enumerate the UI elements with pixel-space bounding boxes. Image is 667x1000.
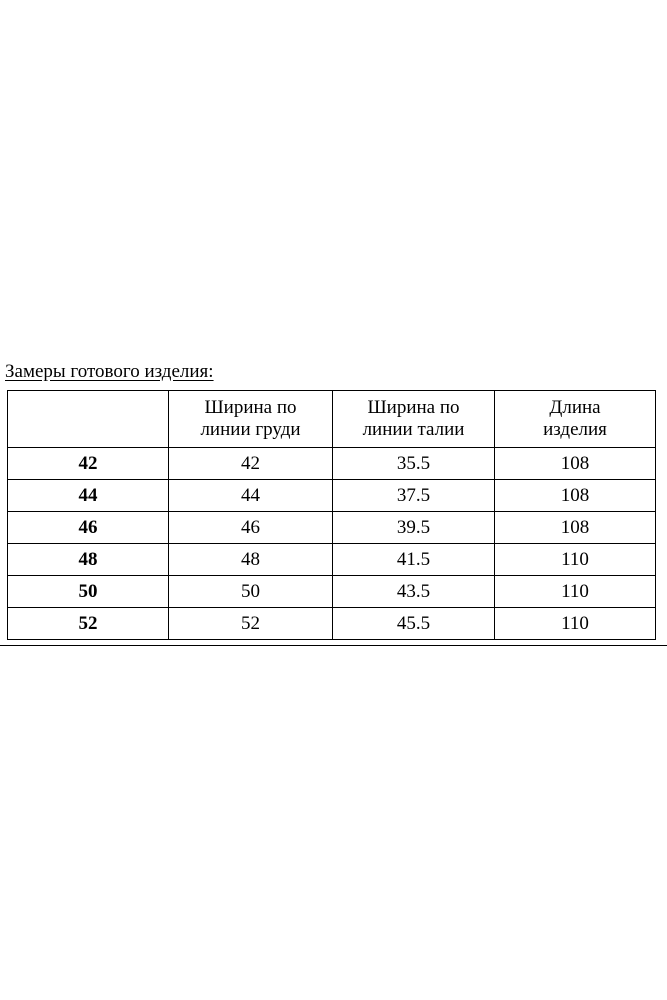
size-cell: 44 bbox=[8, 480, 169, 512]
header-chest-line1: Ширина по bbox=[204, 397, 297, 418]
table-row bbox=[8, 544, 656, 576]
table-caption: Замеры готового изделия: bbox=[5, 361, 214, 382]
header-length-line2: изделия bbox=[543, 419, 607, 440]
size-cell: 42 bbox=[8, 448, 169, 480]
chest-cell: 46 bbox=[169, 512, 333, 544]
header-waist-width bbox=[333, 391, 495, 448]
header-chest-width bbox=[169, 391, 333, 448]
length-cell: 108 bbox=[495, 512, 656, 544]
size-cell: 46 bbox=[8, 512, 169, 544]
size-measurements-table bbox=[7, 390, 656, 640]
header-waist-line2: линии талии bbox=[362, 419, 465, 440]
chest-cell: 44 bbox=[169, 480, 333, 512]
table-header-row bbox=[8, 391, 656, 448]
size-cell: 52 bbox=[8, 608, 169, 640]
length-cell: 110 bbox=[495, 608, 656, 640]
header-length-line1: Длина bbox=[549, 397, 601, 418]
waist-cell: 45.5 bbox=[333, 608, 495, 640]
waist-cell: 39.5 bbox=[333, 512, 495, 544]
waist-cell: 41.5 bbox=[333, 544, 495, 576]
chest-cell: 52 bbox=[169, 608, 333, 640]
bottom-divider-line bbox=[0, 645, 667, 646]
length-cell: 110 bbox=[495, 544, 656, 576]
table-row bbox=[8, 608, 656, 640]
size-cell: 50 bbox=[8, 576, 169, 608]
table-row bbox=[8, 512, 656, 544]
length-cell: 108 bbox=[495, 448, 656, 480]
size-cell: 48 bbox=[8, 544, 169, 576]
waist-cell: 37.5 bbox=[333, 480, 495, 512]
chest-cell: 50 bbox=[169, 576, 333, 608]
table-row bbox=[8, 480, 656, 512]
header-size-cell bbox=[8, 391, 169, 448]
waist-cell: 43.5 bbox=[333, 576, 495, 608]
length-cell: 110 bbox=[495, 576, 656, 608]
chest-cell: 42 bbox=[169, 448, 333, 480]
table-row bbox=[8, 448, 656, 480]
chest-cell: 48 bbox=[169, 544, 333, 576]
header-waist-line1: Ширина по bbox=[367, 397, 460, 418]
waist-cell: 35.5 bbox=[333, 448, 495, 480]
header-chest-line2: линии груди bbox=[200, 419, 301, 440]
length-cell: 108 bbox=[495, 480, 656, 512]
header-length bbox=[495, 391, 656, 448]
table-row bbox=[8, 576, 656, 608]
